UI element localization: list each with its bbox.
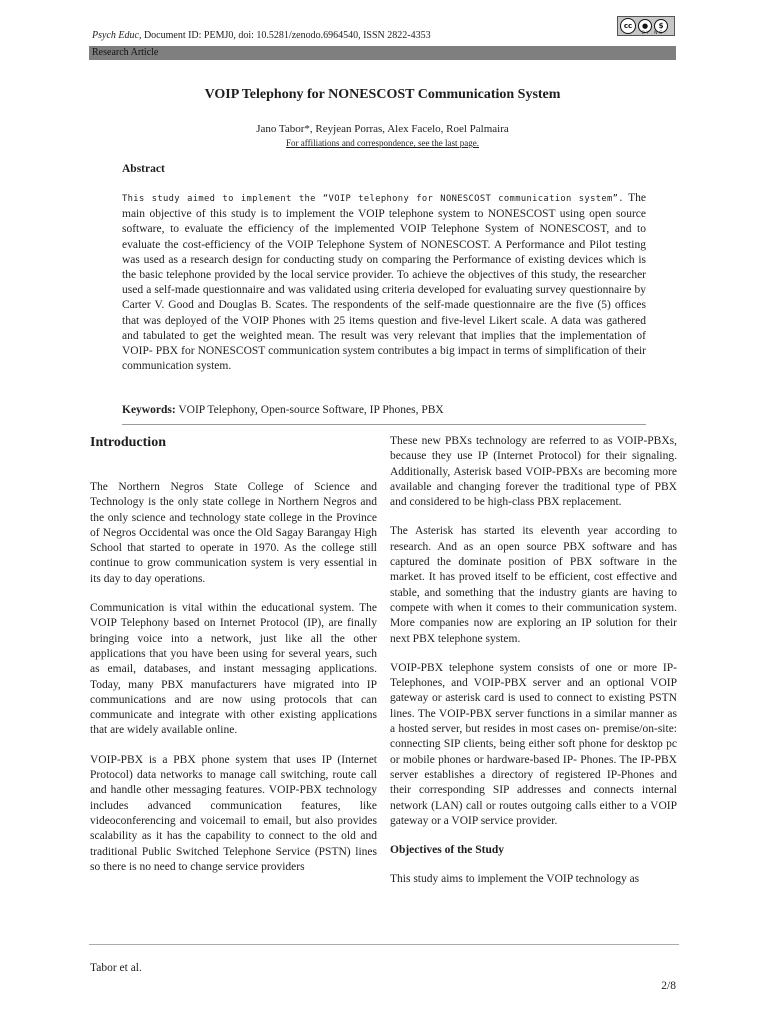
- keywords: [122, 403, 646, 418]
- objectives-heading: Objectives of the Study: [390, 844, 505, 857]
- abstract-heading: Abstract: [122, 163, 165, 175]
- creative-commons-license-badge[interactable]: [617, 16, 675, 36]
- introduction-heading: Introduction: [90, 435, 166, 450]
- noncommercial-icon: $: [654, 19, 668, 33]
- right-paragraph: This study aims to implement the VOIP technology as: [390, 873, 640, 886]
- affiliation-link[interactable]: For affiliations and correspondence, see the last page.: [285, 138, 480, 148]
- right-column: [390, 434, 677, 902]
- abstract-body: [122, 191, 646, 374]
- paper-title: VOIP Telephony for NONESCOST Communication System: [204, 87, 561, 102]
- left-paragraph: Communication is vital within the educational system. The VOIP Telephony based on Internet Protocol (IP), are finally bringing voice into a network, just like all the other applications that you have been using for several years, such as email, databases, and instant messaging applications. Today, many PBX manufacturers have migrated into IP communications and are now using protocols that can communicate and integrate with other existing applications that are widely available online.: [90, 602, 377, 737]
- footer-divider: [89, 944, 679, 945]
- journal-meta: [92, 29, 431, 42]
- license-nc-label: NC: [654, 30, 665, 35]
- journal-doc-info: , Document ID: PEMJ0, doi: 10.5281/zenodo.6964540, ISSN 2822-4353: [138, 30, 431, 41]
- left-paragraph: The Northern Negros State College of Science and Technology is the only state college in Northern Negros and the only science and technology state college in the Province of Negros Occidental was once the Old Sagay Barangay High School that started to operate in 1970. As the college still continue to grow communication system is very essential in its day to day operations.: [90, 481, 377, 585]
- keywords-label: Keywords:: [122, 404, 176, 416]
- attribution-icon: ●: [638, 19, 652, 33]
- right-paragraph: VOIP-PBX telephone system consists of one or more IP- Telephones, and VOIP-PBX server and an optional VOIP gateway or asterisk card is used to connect to existing PSTN lines. The VOIP-PBX server functions in a similar manner as a hosted server, but resides in most cases on- premise/on-site: connecting SIP clients, being either soft phone for desktop pc or mobile phones or hardware-based IP- Phones. The IP-PBX server establishes a directory of registered IP-Phones and their corresponding SIP addresses and connects internal network (LAN) call or routes outgoing calls either to a VOIP gateway or a VOIP service provider.: [390, 661, 677, 827]
- abstract-divider: [122, 424, 646, 425]
- license-terms: [642, 30, 664, 35]
- journal-name: Psych Educ: [92, 30, 139, 41]
- license-by-label: BY: [642, 30, 651, 35]
- left-paragraph: VOIP-PBX is a PBX phone system that uses IP (Internet Protocol) data networks to manage call switching, route call and handle other messaging features. VOIP-PBX technology includes advanced communication features, like videoconferencing and voicemail to email, but also provides scalability as it has the capability to connect to the old and traditional Public Switched Telephone Service (PSTN) lines so there is no need to change service providers: [90, 753, 377, 873]
- affiliation-note[interactable]: [89, 137, 676, 149]
- footer-author: Tabor et al.: [90, 962, 142, 974]
- right-paragraph: These new PBXs technology are referred to as VOIP-PBXs, because they use IP (Internet Protocol) for their signaling. Additionally, Asterisk based VOIP-PBXs are becoming more available and changing forever the traditional type of PBX and considered to be high-class PBX replacement.: [390, 435, 677, 509]
- page-number: 2/8: [661, 980, 676, 992]
- author-list: Jano Tabor*, Reyjean Porras, Alex Facelo, Roel Palmaira: [256, 123, 509, 135]
- cc-icon: cc: [620, 18, 636, 34]
- left-column: [90, 480, 377, 889]
- abstract-text: The main objective of this study is to implement the VOIP telephone system to NONESCOST using open source software, to evaluate the efficiency of the implemented VOIP Telephone System of NONESCOST, and to evaluate the cost-efficiency of the VOIP Telephone System of NONESCOST. A Performance and Pilot testing was used as a research design for conducting study on comparing the Performance of existing devices which is the basic telephone provided by the local service provider. To achieve the objectives of this study, the researcher used a self-made questionnaire and was validated using criteria developed for evaluating survey questionnaire by Carter V. Good and Douglas B. Scates. The respondents of the self-made questionnaire are the five (5) offices that was deployed of the VOIP Phones with 25 items question and five-level Likert scale. A data was gathered and tabulated to get the weighted mean. The result was very relevant that implies that the implementation of VOIP- PBX for NONESCOST communication system contributes a big impact in terms of simplification of their communication system.: [122, 192, 647, 373]
- keywords-value: VOIP Telephony, Open-source Software, IP Phones, PBX: [175, 404, 444, 416]
- abstract-lead: This study aimed to implement the “VOIP telephony for NONESCOST communication system”.: [122, 194, 624, 204]
- right-paragraph: The Asterisk has started its eleventh year according to research. And as an open source PBX software and has captured the dominate position of PBX software in the market. It has proved itself to be efficient, cost effective and stable, and something that the industry giants are having to compete with when it comes to their communication system. More companies now are exploring an IP solution for their next PBX telephone system.: [390, 525, 677, 645]
- article-type-band: Research Article: [89, 46, 676, 60]
